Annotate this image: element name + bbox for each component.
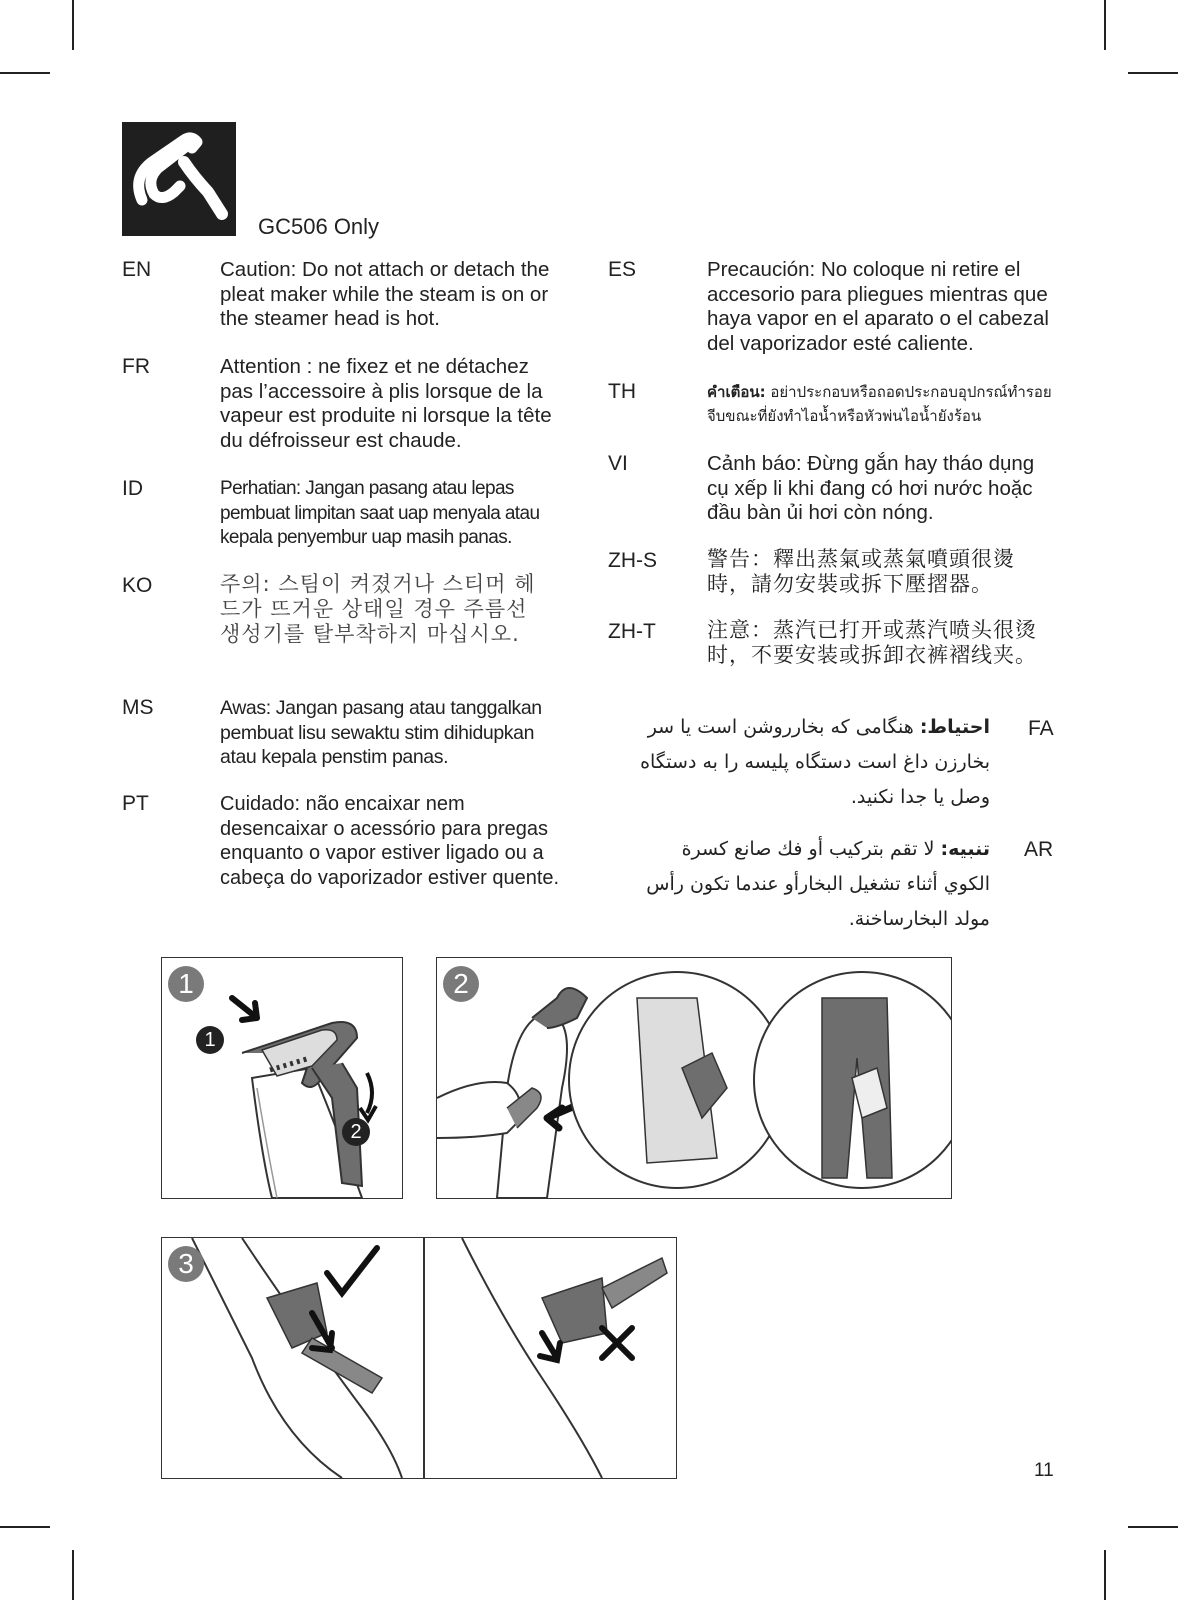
caution-label: Cuidado:	[220, 793, 301, 815]
caution-label: 주의:	[220, 572, 271, 596]
lang-code-zh-s: ZH-S	[608, 549, 657, 572]
correct-incorrect-usage-illustration	[162, 1238, 676, 1478]
steamer-with-pleat-maker-illustration	[437, 958, 951, 1198]
lang-code-fa: FA	[1028, 717, 1054, 740]
crop-mark	[1104, 0, 1106, 50]
lang-code-ms: MS	[122, 696, 154, 719]
step-number-1: 1	[168, 966, 204, 1002]
lang-code-en: EN	[122, 258, 152, 281]
sub-step-1: 1	[196, 1026, 224, 1054]
crop-mark	[1104, 1550, 1106, 1600]
lang-code-fr: FR	[122, 355, 150, 378]
lang-code-ko: KO	[122, 574, 153, 597]
caution-th	[707, 380, 1057, 428]
lang-code-zh-t: ZH-T	[608, 620, 656, 643]
page-number: 11	[1034, 1460, 1054, 1481]
caution-label: Attention :	[220, 355, 313, 378]
figure-1-attach-pleat-maker	[161, 957, 403, 1199]
lang-code-th: TH	[608, 380, 636, 403]
caution-fa	[630, 710, 990, 815]
caution-text: Jangan pasang atau lepas pembuat limpitan saat uap menyala atau kepala penyembur uap masih panas.	[220, 478, 540, 548]
caution-text: 스팀이 켜졌거나 스티머 헤드가 뜨거운 상태일 경우 주름선 생성기를 탈부착하지 마십시오.	[220, 572, 536, 646]
pleat-maker-icon	[122, 122, 236, 236]
caution-text: อย่าประกอบหรือถอดประกอบอุปกรณ์ทำรอยจีบขณะที่ยังทำไอน้ำหรือหัวพ่นไอน้ำยังร้อน	[707, 383, 1052, 425]
lang-code-vi: VI	[608, 452, 628, 475]
caution-zh-s	[707, 547, 1052, 597]
lang-code-id: ID	[122, 477, 143, 500]
caution-label: คำเตือน:	[707, 383, 766, 401]
lang-code-ar: AR	[1024, 838, 1054, 861]
caution-text: لا تقم بتركيب أو فك صانع كسرة الكوي أثناء تشغيل البخارأو عندما تكون رأس مولد البخارساخنة.	[646, 838, 990, 930]
crop-mark	[1128, 1526, 1178, 1528]
step-number-3: 3	[168, 1246, 204, 1282]
caution-en	[220, 258, 565, 332]
crop-mark	[1128, 72, 1178, 74]
caution-ms	[220, 696, 565, 770]
caution-text: Đừng gắn hay tháo dụng cụ xếp li khi đang có hơi nước hoặc đầu bàn ủi hơi còn nóng.	[707, 452, 1035, 524]
caution-label: 注意：	[707, 618, 773, 642]
step-number-2: 2	[443, 966, 479, 1002]
caution-text: não encaixar nem desencaixar o acessório para pregas enquanto o vapor estiver ligado ou a cabeça do vaporizador estiver quente.	[220, 793, 560, 889]
figure-2-use-pleat-maker	[436, 957, 952, 1199]
model-note: GC506 Only	[258, 214, 380, 239]
caution-label: 警告：	[707, 547, 773, 571]
sub-step-2: 2	[342, 1118, 370, 1146]
caution-es	[707, 258, 1057, 356]
caution-label: تنبيه:	[940, 838, 990, 860]
caution-label: Awas:	[220, 697, 271, 719]
crop-mark	[0, 72, 50, 74]
caution-pt	[220, 792, 570, 890]
caution-zh-t	[707, 618, 1052, 668]
caution-text: ne fixez et ne détachez pas l’accessoire à plis lorsque de la vapeur est produite ni lorsque la tête du défroisseur est chaude.	[220, 355, 552, 452]
caution-label: Perhatian:	[220, 478, 301, 499]
caution-label: Caution:	[220, 258, 297, 281]
caution-fr	[220, 355, 565, 453]
crop-mark	[72, 0, 74, 50]
caution-ar	[630, 832, 990, 937]
caution-text: Jangan pasang atau tanggalkan pembuat lisu sewaktu stim dihidupkan atau kepala penstim panas.	[220, 697, 542, 768]
caution-text: 蒸汽已打开或蒸汽喷头很烫时，不要安装或拆卸衣裤褶线夹。	[707, 618, 1037, 667]
crop-mark	[0, 1526, 50, 1528]
caution-ko	[220, 572, 555, 647]
caution-label: احتیاط:	[919, 716, 990, 738]
caution-label: Precaución:	[707, 258, 816, 281]
caution-text: Do not attach or detach the pleat maker while the steam is on or the steamer head is hot.	[220, 258, 550, 330]
caution-id	[220, 477, 565, 551]
caution-label: Cảnh báo:	[707, 452, 802, 475]
caution-text: No coloque ni retire el accesorio para pliegues mientras que haya vapor en el aparato o el cabezal del vaporizador esté caliente.	[707, 258, 1049, 355]
caution-text: 釋出蒸氣或蒸氣噴頭很燙時，請勿安裝或拆下壓摺器。	[707, 547, 1015, 596]
lang-code-pt: PT	[122, 792, 149, 815]
figure-3-correct-usage	[161, 1237, 677, 1479]
caution-text: هنگامی که بخارروشن است یا سر بخارزن داغ است دستگاه پلیسه را به دستگاه وصل یا جدا نکنید.	[640, 716, 990, 808]
caution-vi	[707, 452, 1057, 526]
crop-mark	[72, 1550, 74, 1600]
lang-code-es: ES	[608, 258, 637, 281]
